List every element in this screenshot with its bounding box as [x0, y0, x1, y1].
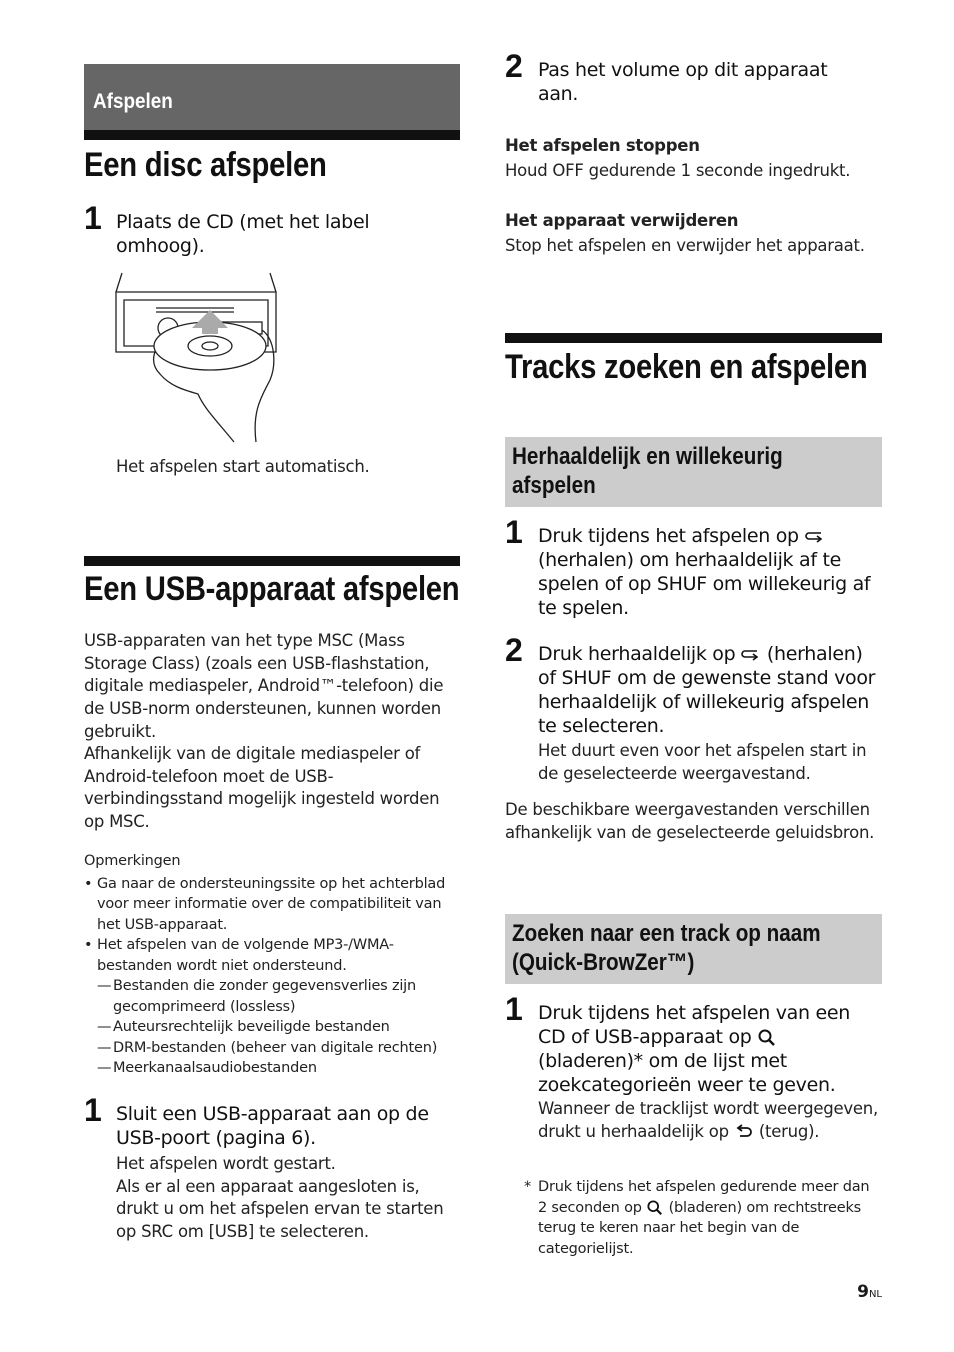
usb-title: Een USB-apparaat afspelen [84, 570, 460, 608]
repeat-step2-detail: Het duurt even voor het afspelen start in de geselecteerde weergavestand. [538, 741, 867, 783]
footnote [538, 1177, 882, 1259]
page-number-value: 9 [857, 1282, 869, 1302]
search-heading: Zoeken naar een track op naam (Quick-BrowZer™) [512, 920, 821, 976]
repeat-after-text: De beschikbare weergavestanden verschillen afhankelijk van de geselecteerde geluidsbron. [505, 800, 875, 842]
footnote-a: Druk tijdens het afspelen gedurende meer dan 2 seconden op [538, 1179, 870, 1216]
repeat-step1-a: Druk tijdens het afspelen op [538, 525, 799, 547]
disc-step1-text: Plaats de CD (met het label omhoog). [116, 211, 370, 257]
usb-intro: USB-apparaten van het type MSC (Mass Storage Class) (zoals een USB-flashstation, digitale mediaspeler, Android™-telefoon) die de USB-norm ondersteunen, kunnen worden gebruikt. [84, 631, 444, 741]
heading-rule [505, 333, 882, 343]
sub-note-text: Bestanden die zonder gegevensverlies zijn gecomprimeerd (lossless) [113, 978, 416, 1015]
page-lang: NL [868, 1289, 882, 1300]
step-number: 1 [505, 514, 523, 550]
note-item: • Het afspelen van de volgende MP3-/WMA-bestanden wordt niet ondersteund. [84, 937, 394, 974]
search-step1-detail-a: Wanneer de tracklijst wordt weergegeven, drukt u herhaaldelijk op [538, 1099, 878, 1141]
sub-note-text: Auteursrechtelijk beveiligde bestanden [113, 1019, 390, 1035]
stop-title: Het afspelen stoppen [505, 136, 700, 155]
footnote-b: (bladeren) om rechtstreeks terug te keren naar het begin van de categorielijst. [538, 1199, 862, 1257]
search-icon [646, 1200, 664, 1216]
tracks-title: Tracks zoeken en afspelen [505, 348, 868, 386]
sub-note-item: — Auteursrechtelijk beveiligde bestanden [97, 1019, 390, 1035]
repeat-step2-a: Druk herhaaldelijk op [538, 643, 736, 665]
heading-rule [84, 556, 460, 566]
repeat-icon [805, 530, 825, 544]
search-step1-detail [538, 1098, 882, 1143]
stop-text: Houd OFF gedurende 1 seconde ingedrukt. [505, 161, 851, 180]
sub-note-text: Meerkanaalsaudiobestanden [113, 1060, 317, 1076]
step-number: 2 [505, 48, 523, 84]
step-number: 1 [505, 991, 523, 1027]
repeat-step1-b: (herhalen) om herhaaldelijk af te spelen of op SHUF om willekeurig af te spelen. [538, 549, 871, 619]
note-item: • Ga naar de ondersteuningssite op het achterblad voor meer informatie over de compatibiliteit van het USB-apparaat. [84, 875, 446, 933]
notes-title: Opmerkingen [84, 853, 181, 869]
step-number: 2 [505, 632, 523, 668]
search-step1-detail-b: (terug). [758, 1121, 820, 1141]
usb-intro-2: Afhankelijk van de digitale mediaspeler of Android-telefoon moet de USB-verbindingsstand mogelijk ingesteld worden op MSC. [84, 744, 440, 832]
sub-note-item: — Bestanden die zonder gegevensverlies zijn gecomprimeerd (lossless) [97, 978, 416, 1015]
search-step1-b: (bladeren)* om de lijst met zoekcategorieën weer te geven. [538, 1050, 836, 1096]
disc-title: Een disc afspelen [84, 146, 327, 184]
remove-title: Het apparaat verwijderen [505, 211, 739, 230]
step-number: 1 [84, 1092, 102, 1128]
remove-text: Stop het afspelen en verwijder het apparaat. [505, 236, 865, 255]
sub-note-item: — Meerkanaalsaudiobestanden [97, 1060, 317, 1076]
back-icon [734, 1124, 754, 1140]
usb-step1-detail-2: Als er al een apparaat aangesloten is, drukt u om het afspelen ervan te starten op SRC om [USB] te selecteren. [116, 1176, 444, 1242]
section-banner-title: Afspelen [93, 90, 173, 113]
search-icon [757, 1029, 777, 1047]
sub-note-text: DRM-bestanden (beheer van digitale rechten) [113, 1039, 438, 1056]
note-text: Ga naar de ondersteuningssite op het achterblad voor meer informatie over de compatibiliteit van het USB-apparaat. [97, 875, 446, 933]
usb-notes [84, 851, 460, 1079]
usb-step1-detail [116, 1153, 460, 1244]
usb-step2-text: Pas het volume op dit apparaat aan. [538, 59, 828, 105]
repeat-icon [741, 648, 761, 662]
cd-insert-illustration [112, 270, 280, 446]
search-heading-box [505, 914, 882, 984]
section-banner [84, 64, 460, 130]
repeat-step1 [538, 524, 882, 620]
repeat-heading-box [505, 437, 882, 507]
repeat-heading: Herhaaldelijk en willekeurig afspelen [512, 443, 783, 499]
note-text: Het afspelen van de volgende MP3-/WMA-bestanden wordt niet ondersteund. [97, 937, 394, 974]
search-step1-a: Druk tijdens het afspelen van een CD of USB-apparaat op [538, 1002, 851, 1048]
step-number: 1 [84, 200, 102, 236]
search-step1 [538, 1001, 882, 1097]
repeat-step2 [538, 642, 882, 738]
sub-note-item: — DRM-bestanden (beheer van digitale rechten) [97, 1039, 438, 1056]
page-number [857, 1282, 882, 1302]
disc-after-text: Het afspelen start automatisch. [116, 457, 370, 476]
repeat-step2-b: (herhalen) of SHUF om de gewenste stand voor herhaaldelijk of willekeurig afspelen te selecteren. [538, 643, 876, 737]
heading-rule [84, 130, 460, 140]
footnote-mark: * [524, 1179, 532, 1195]
usb-step1-detail-1: Het afspelen wordt gestart. [116, 1154, 336, 1173]
usb-step1-text: Sluit een USB-apparaat aan op de USB-poort (pagina 6). [116, 1103, 429, 1149]
